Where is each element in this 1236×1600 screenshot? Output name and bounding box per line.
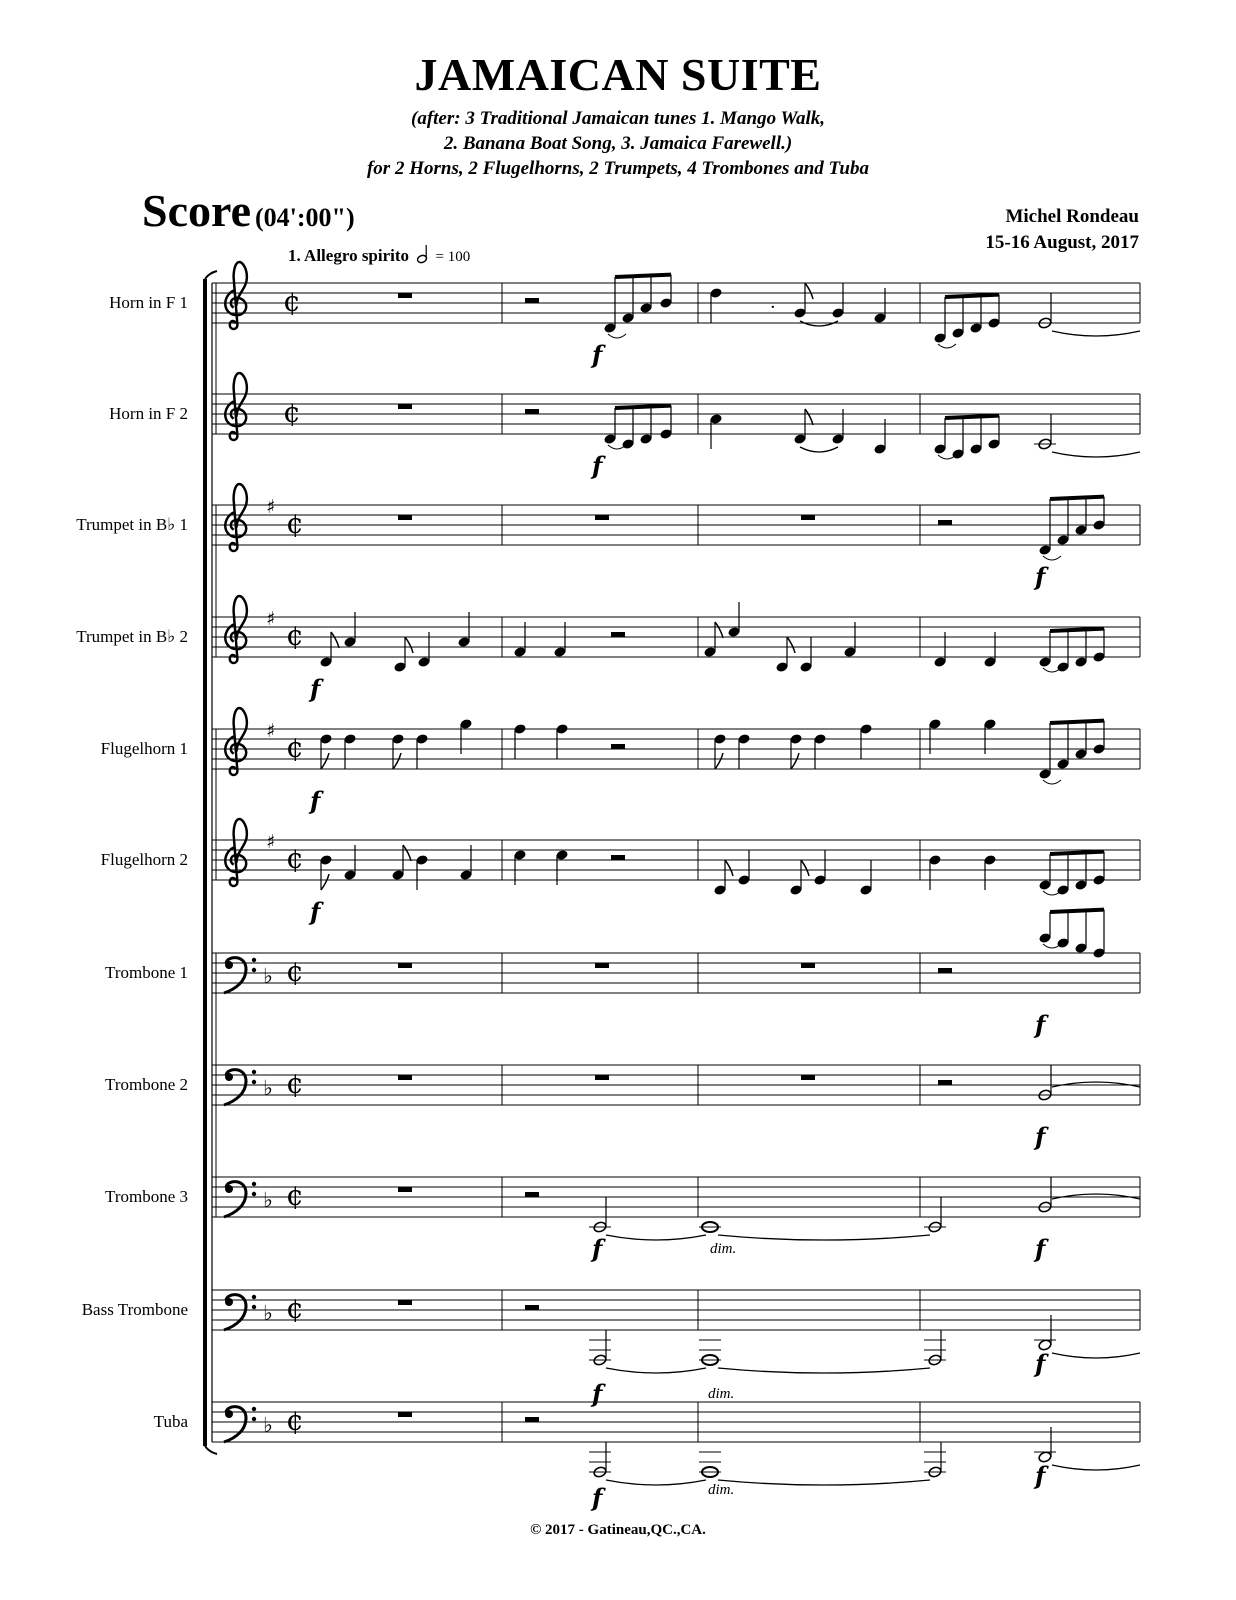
whole-rest (398, 404, 412, 409)
note-beam (615, 275, 671, 277)
note-flag (805, 283, 813, 299)
tie (1052, 1465, 1140, 1470)
dynamic-marking: f (592, 1483, 603, 1512)
dynamic-marking: f (310, 674, 321, 703)
tie (1052, 1353, 1140, 1358)
tempo-text: 1. Allegro spirito (288, 246, 410, 265)
dim-marking: dim. (708, 1386, 735, 1402)
cut-time-icon: ¢ (286, 1292, 304, 1325)
treble-clef-icon (225, 596, 247, 663)
subtitle-line-2: 2. Banana Boat Song, 3. Jamaica Farewell.) (443, 133, 793, 154)
dynamic-marking: f (1035, 562, 1046, 591)
half-rest (525, 298, 539, 303)
half-rest (525, 1417, 539, 1422)
half-rest (525, 1192, 539, 1197)
whole-rest (398, 1300, 412, 1305)
instrument-name: Trombone 2 (105, 1075, 188, 1094)
slur (1043, 780, 1061, 784)
cut-time-icon: ¢ (286, 1179, 304, 1212)
dynamic-marking: f (310, 897, 321, 926)
bass-clef-dot (252, 1407, 256, 1411)
cut-time-icon: ¢ (286, 507, 304, 540)
note-flag (331, 632, 339, 648)
tie (606, 1368, 706, 1373)
note-flag (787, 637, 795, 653)
half-rest (938, 520, 952, 525)
staff (212, 1290, 1140, 1330)
note-beam (1050, 629, 1104, 631)
note-flag (715, 622, 723, 638)
note-flag (805, 409, 813, 425)
bass-clef-dot (252, 1305, 256, 1309)
dynamic-marking: f (592, 451, 603, 480)
bracket-hook-bottom (205, 1446, 217, 1454)
dynamic-marking: f (1035, 1461, 1046, 1490)
instrument-name: Horn in F 2 (109, 404, 188, 423)
staff (212, 953, 1140, 993)
note-beam (1050, 852, 1104, 854)
bass-clef-dot (252, 968, 256, 972)
slur (608, 334, 626, 338)
treble-clef-icon (225, 373, 247, 440)
instrument-name: Flugelhorn 2 (100, 850, 188, 869)
tie (718, 1368, 930, 1373)
sharp-icon: ♯ (266, 720, 276, 742)
instrument-name: Flugelhorn 1 (100, 739, 188, 758)
dim-marking: dim. (708, 1482, 735, 1498)
tempo-bpm: = 100 (435, 249, 471, 265)
dynamic-marking: f (310, 786, 321, 815)
slur (938, 344, 956, 348)
tie (718, 1480, 930, 1485)
cut-time-icon: ¢ (286, 619, 304, 652)
half-rest (525, 409, 539, 414)
dynamic-marking: f (1035, 1234, 1046, 1263)
composition-date: 15-16 August, 2017 (985, 232, 1139, 253)
dynamic-marking: f (592, 1234, 603, 1263)
note-flag (405, 637, 413, 653)
bass-clef-dot (252, 1182, 256, 1186)
score-label: Score (142, 185, 252, 236)
instrument-name: Trombone 1 (105, 963, 188, 982)
note-beam (1050, 721, 1104, 723)
cut-time-icon: ¢ (283, 396, 301, 429)
flat-icon: ♭ (263, 1413, 273, 1437)
whole-rest (801, 963, 815, 968)
tie (800, 447, 838, 452)
instrument-name: Trombone 3 (105, 1187, 188, 1206)
note-beam (1050, 910, 1104, 912)
cut-time-icon: ¢ (286, 731, 304, 764)
cut-time-icon: ¢ (286, 1404, 304, 1437)
cut-time-icon: ¢ (283, 285, 301, 318)
tie (1052, 452, 1140, 457)
treble-clef-icon (225, 262, 247, 329)
flat-icon: ♭ (263, 1076, 273, 1100)
whole-rest (398, 1075, 412, 1080)
whole-rest (398, 293, 412, 298)
half-rest (525, 1305, 539, 1310)
tie (606, 1235, 706, 1240)
treble-clef-icon (225, 484, 247, 551)
note-flag (321, 753, 329, 769)
whole-rest (595, 1075, 609, 1080)
note-flag (321, 874, 329, 890)
whole-rest (595, 963, 609, 968)
subtitle-line-1: (after: 3 Traditional Jamaican tunes 1. Mango Walk, (411, 108, 825, 129)
cut-time-icon: ¢ (286, 842, 304, 875)
instrument-name: Trumpet in B♭ 1 (76, 515, 188, 534)
instrument-name: Horn in F 1 (109, 293, 188, 312)
cut-time-icon: ¢ (286, 955, 304, 988)
duration: (04':00") (255, 203, 355, 232)
instrument-name: Trumpet in B♭ 2 (76, 627, 188, 646)
staff (212, 394, 1140, 434)
staff (212, 505, 1140, 545)
note-beam (615, 406, 671, 408)
staff (212, 1177, 1140, 1217)
note-beam (1050, 497, 1104, 499)
half-rest (611, 744, 625, 749)
dynamic-marking: f (1035, 1010, 1046, 1039)
whole-rest (801, 1075, 815, 1080)
staff (212, 1402, 1140, 1442)
subtitle-line-3: for 2 Horns, 2 Flugelhorns, 2 Trumpets, 4 Trombones and Tuba (366, 158, 869, 179)
bass-clef-dot (252, 1080, 256, 1084)
dynamic-marking: f (1035, 1122, 1046, 1151)
bass-clef-dot (252, 1070, 256, 1074)
staff (212, 617, 1140, 657)
sharp-icon: ♯ (266, 608, 276, 630)
whole-rest (398, 1412, 412, 1417)
whole-rest (801, 515, 815, 520)
half-rest (938, 1080, 952, 1085)
tie (606, 1480, 706, 1485)
whole-rest (595, 515, 609, 520)
note-flag (791, 753, 799, 769)
dynamic-marking: f (592, 340, 603, 369)
note-flag (393, 753, 401, 769)
composer-name: Michel Rondeau (1005, 206, 1139, 227)
note-beam (945, 295, 999, 297)
instrument-name: Tuba (153, 1412, 188, 1431)
tie (1052, 331, 1140, 336)
page-title: JAMAICAN SUITE (414, 49, 822, 100)
half-rest (611, 632, 625, 637)
treble-clef-icon (225, 819, 247, 886)
tie (718, 1235, 930, 1240)
slur (1043, 556, 1061, 560)
cut-time-icon: ¢ (286, 1067, 304, 1100)
staff (212, 283, 1140, 323)
note-flag (403, 845, 411, 861)
note-flag (725, 860, 733, 876)
dim-marking: dim. (710, 1241, 737, 1257)
sharp-icon: ♯ (266, 831, 276, 853)
flat-icon: ♭ (263, 1188, 273, 1212)
whole-rest (398, 1187, 412, 1192)
bass-clef-dot (252, 1295, 256, 1299)
treble-clef-icon (225, 708, 247, 775)
half-rest (938, 968, 952, 973)
whole-rest (398, 515, 412, 520)
staff (212, 1065, 1140, 1105)
note-beam (945, 416, 999, 418)
copyright: © 2017 - Gatineau,QC.,CA. (530, 1522, 706, 1538)
dynamic-marking: f (592, 1379, 603, 1408)
bracket-hook-top (205, 271, 217, 279)
dynamic-marking: f (1035, 1349, 1046, 1378)
bass-clef-dot (252, 958, 256, 962)
sharp-icon: ♯ (266, 496, 276, 518)
eighth-rest: · (770, 297, 776, 318)
bass-clef-dot (252, 1417, 256, 1421)
flat-icon: ♭ (263, 1301, 273, 1325)
note-flag (801, 860, 809, 876)
whole-rest (398, 963, 412, 968)
note-flag (715, 753, 723, 769)
instrument-name: Bass Trombone (81, 1300, 188, 1319)
flat-icon: ♭ (263, 964, 273, 988)
bass-clef-dot (252, 1192, 256, 1196)
half-rest (611, 855, 625, 860)
